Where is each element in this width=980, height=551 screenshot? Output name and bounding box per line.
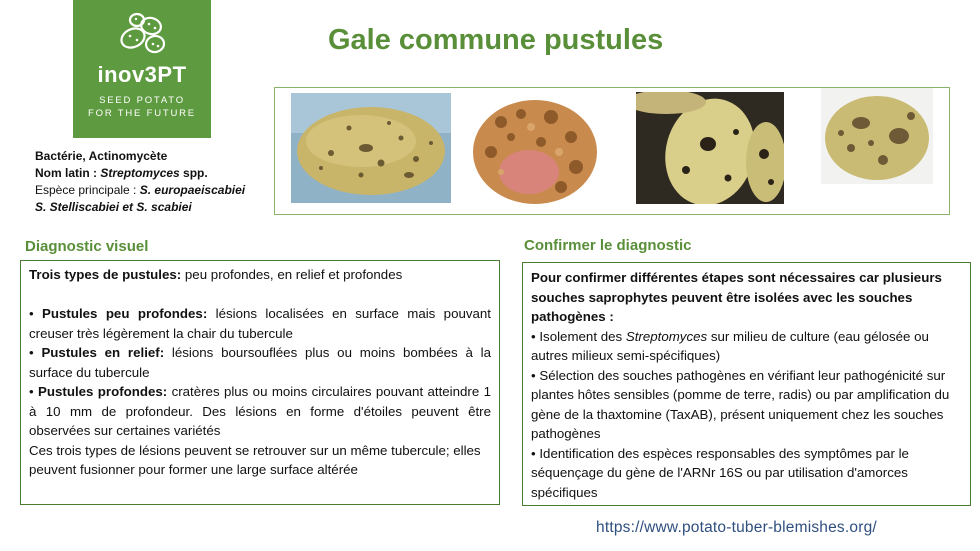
organism-type: Bactérie, Actinomycète — [35, 149, 168, 163]
website-link[interactable]: https://www.potato-tuber-blemishes.org/ — [596, 519, 877, 536]
diagnostic-intro: Trois types de pustules: peu profondes, en relief et profondes — [29, 267, 403, 282]
page-title: Gale commune pustules — [328, 24, 664, 56]
potato-photo-raised — [471, 92, 599, 206]
photo-strip — [274, 87, 950, 215]
potato-photo-lesions — [821, 88, 933, 184]
potato-cluster-icon — [115, 8, 171, 58]
main-species: Espèce principale : S. europaeiscabiei — [35, 183, 246, 197]
other-species: S. Stelliscabiei et S. scabiei — [35, 200, 192, 214]
brand-logo — [73, 0, 211, 138]
potato-photo-deep — [636, 92, 784, 204]
scientific-info — [35, 148, 275, 216]
confirm-intro: Pour confirmer différentes étapes sont nécessaires car plusieurs souches saprophytes peuvent être isolées avec les souches pathogènes : — [531, 270, 942, 324]
confirm-item-identification: • Identification des espèces responsables des symptômes par le séquençage du gène de l'ARNr 16S ou par utilisation d'amorces spécifiques — [531, 445, 909, 500]
diagnostic-heading: Diagnostic visuel — [25, 238, 149, 255]
confirm-item-selection: • Sélection des souches pathogènes en vérifiant leur pathogénicité sur plantes hôtes sensibles (pomme de terre, radis) ou par amplification du gène de la thaxtomine (TaxAB), présent uniquement chez les souches pathogènes — [531, 367, 950, 441]
potato-photo-shallow — [291, 93, 451, 203]
confirm-item-isolation: • Isolement des Streptomyces sur milieu de culture (eau gélosée ou autres milieux semi-spécifiques) — [531, 328, 929, 363]
confirm-heading: Confirmer le diagnostic — [524, 237, 692, 254]
diagnostic-item-shallow: • Pustules peu profondes: lésions localisées en surface mais pouvant creuser très légèrement la chair du tubercule — [29, 306, 491, 341]
confirm-box — [522, 262, 971, 506]
diagnostic-closing: Ces trois types de lésions peuvent se retrouver sur un même tubercule; elles peuvent fusionner pour former une large surface altérée — [29, 442, 481, 477]
brand-name: inov3PT — [97, 62, 187, 87]
diagnostic-box — [20, 260, 500, 505]
latin-name: Nom latin : Streptomyces spp. — [35, 166, 208, 180]
diagnostic-item-deep: • Pustules profondes: cratères plus ou moins circulaires pouvant atteindre 1 à 10 mm de profondeur. Des lésions en forme d'étoiles peuvent être observées sur certaines variétés — [29, 384, 491, 438]
brand-tagline: SEED POTATO FOR THE FUTURE — [88, 95, 196, 119]
diagnostic-item-raised: • Pustules en relief: lésions boursouflées plus ou moins bombées à la surface du tubercule — [29, 345, 491, 380]
